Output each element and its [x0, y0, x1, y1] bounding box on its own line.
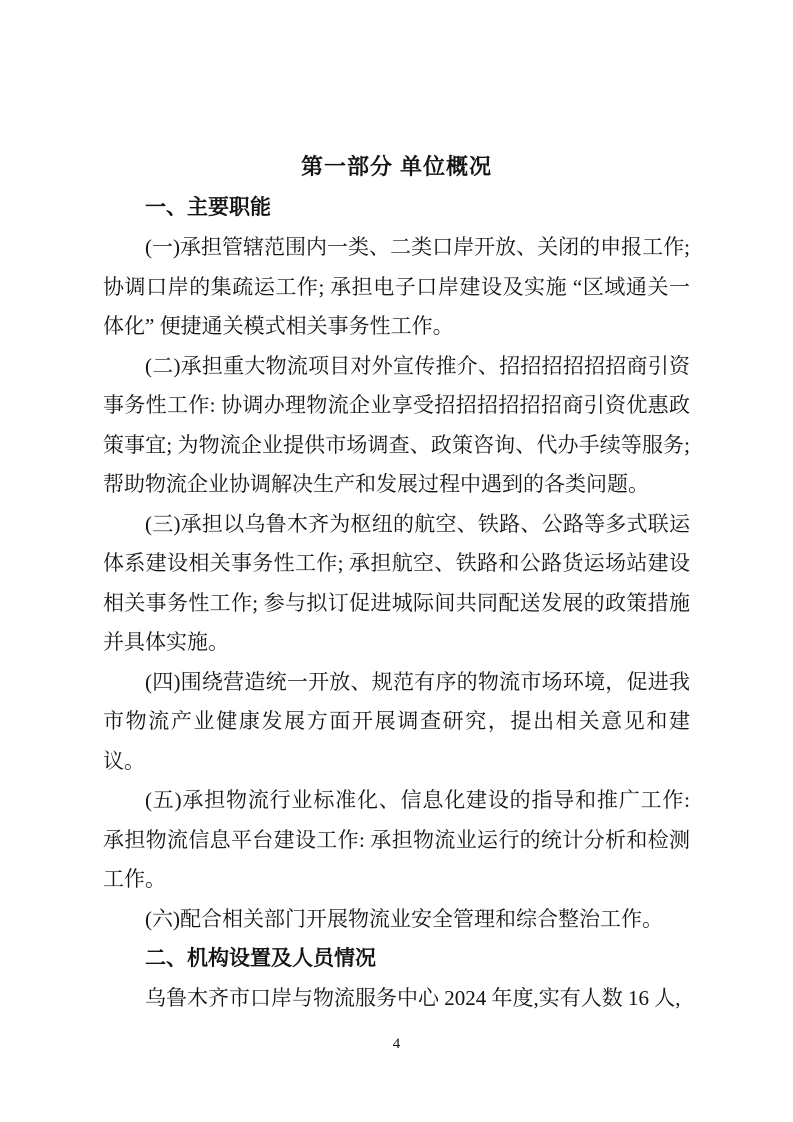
section-2-heading: 二、机构设置及人员情况: [145, 947, 376, 970]
section-1-paragraph-5: (五)承担物流行业标准化、信息化建设的指导和推广工作: 承担物流信息平台建设工作: 承担物流业运行的统计分析和检测工作。: [103, 788, 690, 891]
section-1-paragraph-1: (一)承担管辖范围内一类、二类口岸开放、关闭的申报工作; 协调口岸的集疏运工作; 承担电子口岸建设及实施 “区域通关一体化” 便捷通关模式相关事务性工作。: [103, 235, 690, 338]
section-1-paragraph-6: (六)配合相关部门开展物流业安全管理和综合整治工作。: [145, 906, 663, 931]
section-1-paragraph-2: (二)承担重大物流项目对外宣传推介、招招招招招招商引资事务性工作: 协调办理物流企业享受招招招招招招商引资优惠政策事宜; 为物流企业提供市场调查、政策咨询、代办手续等服务; 帮助物流企业协调解决生产和发展过程中遇到的各类问题。: [103, 353, 690, 496]
section-2-paragraph-1: 乌鲁木齐市口岸与物流服务中心 2024 年度,实有人数 16 人,: [145, 986, 681, 1010]
document-title: 第一部分 单位概况: [300, 154, 493, 179]
section-1-paragraph-4: (四)围绕营造统一开放、规范有序的物流市场环境，促进我市物流产业健康发展方面开展调查研究，提出相关意见和建议。: [103, 669, 690, 773]
section-1-paragraph-3: (三)承担以乌鲁木齐为枢纽的航空、铁路、公路等多式联运体系建设相关事务性工作; 承担航空、铁路和公路货运场站建设相关事务性工作; 参与拟订促进城际间共同配送发展的政策措施并具体实施。: [103, 511, 690, 654]
page-number: 4: [392, 1036, 401, 1052]
section-1-heading: 一、主要职能: [145, 196, 271, 219]
